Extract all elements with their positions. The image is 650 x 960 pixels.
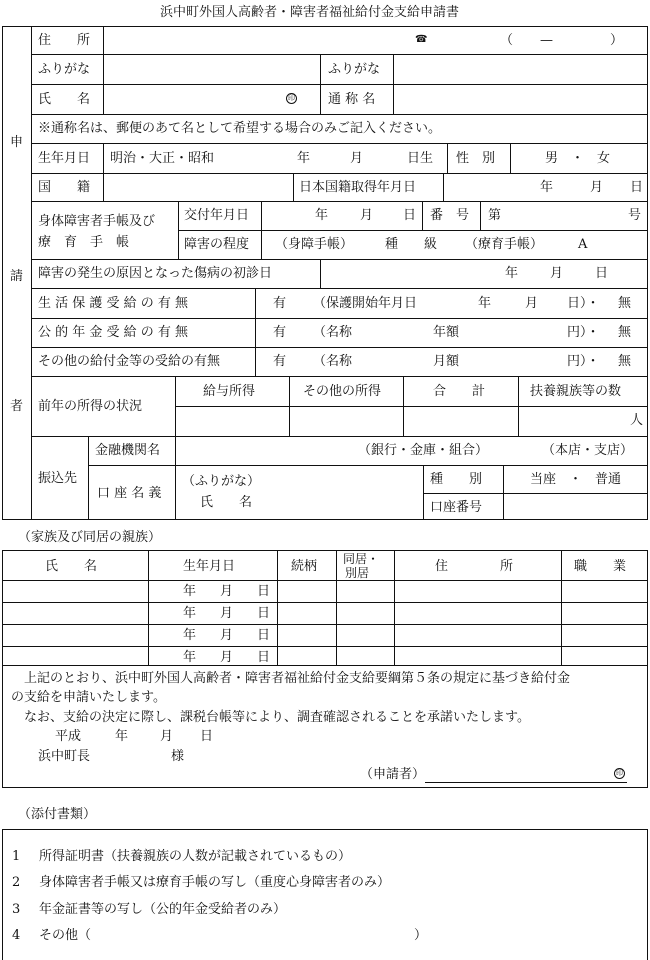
other-benefit-amount-label: 月額	[433, 354, 460, 369]
declaration-era: 平成	[55, 729, 82, 744]
applicant-signature-line[interactable]	[425, 782, 627, 783]
bank-label: 振込先	[38, 471, 78, 486]
income-other-field[interactable]	[291, 409, 401, 434]
bank-type-values[interactable]: 当座 ・ 普通	[530, 472, 622, 487]
bank-institution-label: 金融機関名	[95, 443, 161, 458]
jp-day: 日	[630, 180, 644, 195]
other-benefit-name-label: （名称	[313, 354, 353, 369]
family-heading: （家族及び同居の親族）	[18, 530, 162, 545]
family-row-4-year: 年	[183, 650, 197, 665]
first-visit-label: 障害の発生の原因となった傷病の初診日	[38, 266, 273, 281]
pension-label: 公 的 年 金 受 給 の 有 無	[38, 325, 189, 340]
applicant-label: （申請者）	[360, 767, 426, 782]
name-field[interactable]	[105, 88, 280, 112]
family-header-relation: 続柄	[291, 559, 318, 574]
pension-name-label: （名称	[313, 325, 353, 340]
attachment-other-field[interactable]	[108, 926, 408, 946]
income-dependents-header: 扶養親族等の数	[530, 384, 622, 399]
alias-furigana-field[interactable]	[396, 58, 646, 82]
side-label-3: 者	[10, 399, 24, 414]
physical-label: （身障手帳）	[275, 237, 354, 252]
number-label: 番 号	[430, 208, 470, 223]
income-other-header: その他の所得	[303, 384, 382, 399]
family-row-2-day: 日	[257, 606, 271, 621]
address-label: 住 所	[38, 33, 91, 48]
welfare-yes[interactable]: 有	[273, 296, 287, 311]
attachment-4-close: ）	[414, 928, 428, 943]
phone-open: （	[500, 33, 514, 48]
other-benefit-no[interactable]: 無	[618, 354, 632, 369]
handbook-label-2: 療 育 手 帳	[38, 235, 130, 250]
family-row-1-month: 月	[220, 584, 234, 599]
first-visit-year: 年	[505, 266, 519, 281]
jp-date-label: 日本国籍取得年月日	[299, 180, 417, 195]
form-title: 浜中町外国人高齢者・障害者福祉給付金支給申請書	[160, 5, 460, 20]
handbook-label-1: 身体障害者手帳及び	[38, 214, 156, 229]
family-row-3-day: 日	[257, 628, 271, 643]
attachment-4-text: その他（	[39, 928, 92, 943]
attachment-4-num: 4	[12, 928, 21, 943]
family-header-birth: 生年月日	[183, 559, 236, 574]
welfare-day: 日）・	[567, 296, 600, 311]
birth-eras[interactable]: 明治・大正・昭和	[110, 151, 215, 166]
income-salary-header: 給与所得	[203, 384, 256, 399]
income-total-header: 合 計	[433, 384, 486, 399]
pension-yen: 円）・	[567, 325, 600, 340]
other-benefit-yes[interactable]: 有	[273, 354, 287, 369]
first-visit-month: 月	[550, 266, 564, 281]
gender-label: 性 別	[456, 151, 496, 166]
phone-close: ）	[610, 33, 624, 48]
birth-day: 日生	[407, 151, 434, 166]
rehab-label: （療育手帳）	[465, 237, 544, 252]
phone-icon: ☎	[415, 34, 428, 45]
other-benefit-label: その他の給付金等の受給の有無	[38, 354, 221, 369]
family-row-3-month: 月	[220, 628, 234, 643]
family-row-4-day: 日	[257, 650, 271, 665]
birth-month: 月	[350, 151, 364, 166]
issue-day: 日	[403, 208, 417, 223]
income-label: 前年の所得の状況	[38, 399, 143, 414]
bank-account-label: 口座番号	[430, 500, 483, 515]
issue-month: 月	[360, 208, 374, 223]
name-seal-icon: 印	[288, 94, 295, 102]
bank-holder-furigana: （ふりがな）	[182, 474, 261, 489]
income-persons: 人	[630, 413, 644, 428]
side-label-1: 申	[10, 135, 24, 150]
gender-options[interactable]: 男 ・ 女	[545, 151, 611, 166]
welfare-year: 年	[478, 296, 492, 311]
declaration-line-1: 上記のとおり、浜中町外国人高齢者・障害者福祉給付金支給要綱第５条の規定に基づき給付金	[24, 671, 571, 686]
attachment-3-num: 3	[12, 902, 21, 917]
issue-year: 年	[315, 208, 329, 223]
declaration-sama: 様	[171, 749, 185, 764]
jp-year: 年	[540, 180, 554, 195]
rehab-grade: A	[578, 237, 588, 252]
welfare-month: 月	[525, 296, 539, 311]
family-row-3-year: 年	[183, 628, 197, 643]
bank-type-label: 種 別	[430, 472, 483, 487]
declaration-month: 月	[160, 729, 174, 744]
attachment-2-num: 2	[12, 875, 21, 890]
alias-field[interactable]	[396, 88, 646, 112]
birth-year: 年	[297, 151, 311, 166]
attachment-1-text: 所得証明書（扶養親族の人数が記載されているもの）	[39, 849, 352, 864]
bank-holder-name: 氏 名	[200, 495, 253, 510]
alias-note: ※通称名は、郵便のあて名として希望する場合のみご記入ください。	[38, 121, 442, 136]
family-row-4-month: 月	[220, 650, 234, 665]
welfare-no[interactable]: 無	[618, 296, 632, 311]
family-header-cohab-2: 別居	[345, 566, 370, 580]
first-visit-day: 日	[595, 266, 609, 281]
other-benefit-yen: 円）・	[567, 354, 600, 369]
income-salary-field[interactable]	[177, 409, 287, 434]
family-header-address: 住 所	[435, 559, 514, 574]
side-label-2: 請	[10, 269, 24, 284]
degree-label: 障害の程度	[184, 237, 250, 252]
family-header-cohab-1: 同居・	[343, 552, 380, 566]
family-header-job: 職 業	[574, 559, 627, 574]
nationality-field[interactable]	[105, 176, 290, 198]
number-suffix: 号	[628, 208, 642, 223]
welfare-label: 生 活 保 護 受 給 の 有 無	[38, 296, 189, 311]
declaration-day: 日	[200, 729, 214, 744]
bank-holder-label: 口 座 名 義	[97, 486, 162, 501]
pension-yes[interactable]: 有	[273, 325, 287, 340]
alias-label: 通 称 名	[328, 92, 376, 107]
declaration-line-3: なお、支給の決定に際し、課税台帳等により、調査確認されることを承諾いたします。	[24, 710, 530, 725]
attachment-1-num: 1	[12, 849, 21, 864]
declaration-mayor: 浜中町長	[38, 749, 91, 764]
welfare-detail: （保護開始年月日	[313, 296, 418, 311]
furigana-label-right: ふりがな	[328, 62, 381, 77]
family-row-1-year: 年	[183, 584, 197, 599]
declaration-line-2: の支給を申請いたします。	[11, 690, 166, 705]
family-row-1-day: 日	[257, 584, 271, 599]
declaration-year: 年	[115, 729, 129, 744]
pension-no[interactable]: 無	[618, 325, 632, 340]
bank-account-field[interactable]	[505, 495, 646, 518]
family-header-name: 氏 名	[45, 559, 98, 574]
furigana-label-left: ふりがな	[38, 62, 91, 77]
nationality-label: 国 籍	[38, 180, 91, 195]
address-field[interactable]	[105, 30, 320, 52]
attachments-heading: （添付書類）	[18, 807, 97, 822]
family-row-2-month: 月	[220, 606, 234, 621]
bank-inst-types: （銀行・金庫・組合）	[358, 443, 489, 458]
attachment-2-text: 身体障害者手帳又は療育手帳の写し（重度心身障害者のみ）	[39, 875, 391, 890]
family-row-2-year: 年	[183, 606, 197, 621]
jp-month: 月	[590, 180, 604, 195]
grade-label: 種 級	[385, 237, 438, 252]
name-label: 氏 名	[38, 92, 91, 107]
number-prefix: 第	[488, 208, 502, 223]
attachment-3-text: 年金証書等の写し（公的年金受給者のみ）	[39, 902, 287, 917]
furigana-field[interactable]	[105, 58, 317, 82]
issue-date-label: 交付年月日	[184, 208, 250, 223]
birth-label: 生年月日	[38, 151, 91, 166]
pension-amount-label: 年額	[433, 325, 460, 340]
bank-branch-types: （本店・支店）	[542, 443, 634, 458]
income-total-field[interactable]	[405, 409, 516, 434]
applicant-seal-icon: 印	[616, 769, 623, 777]
phone-dash: —	[540, 33, 553, 48]
